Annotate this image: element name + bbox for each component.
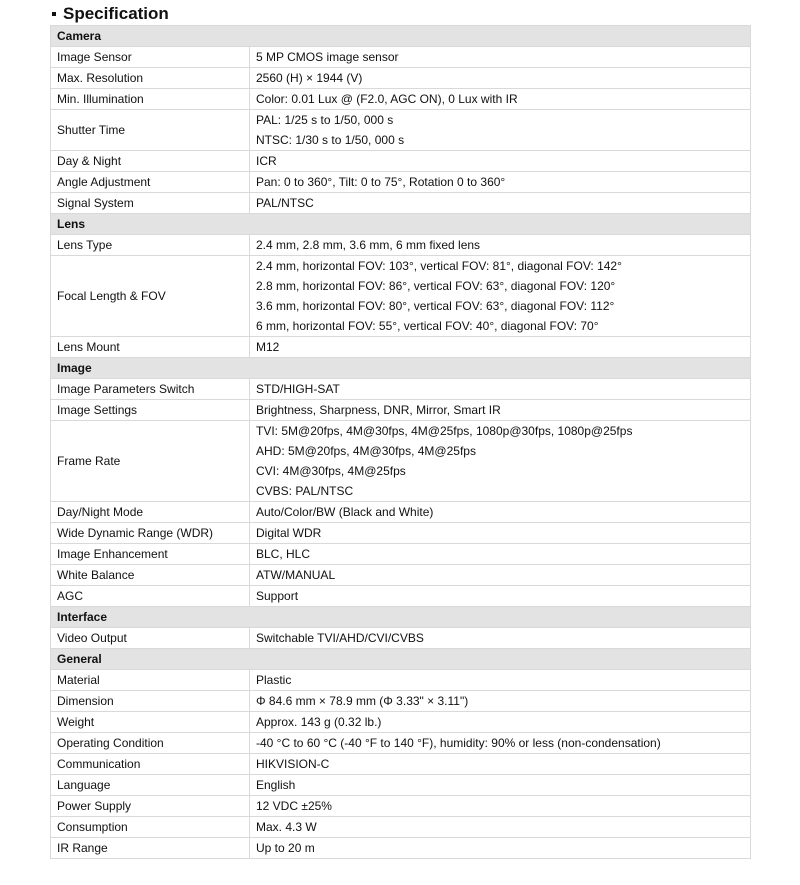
spec-value [250,47,751,68]
spec-value [250,817,751,838]
spec-value-line: Φ 84.6 mm × 78.9 mm (Φ 3.33" × 3.11") [256,694,469,708]
spec-row [51,400,751,421]
spec-label: Frame Rate [51,421,250,502]
spec-value-line: Plastic [256,673,292,687]
spec-label: Communication [51,754,250,775]
spec-value-line: AHD: 5M@20fps, 4M@30fps, 4M@25fps [256,444,476,458]
section-title: Camera [51,26,751,47]
spec-label: Weight [51,712,250,733]
spec-value-line: Brightness, Sharpness, DNR, Mirror, Smart IR [256,403,501,417]
specification-table-body [51,26,751,859]
spec-label: Material [51,670,250,691]
spec-value-line: 2.4 mm, horizontal FOV: 103°, vertical FOV: 81°, diagonal FOV: 142° [256,259,622,273]
spec-label: Dimension [51,691,250,712]
spec-value-line: Approx. 143 g (0.32 lb.) [256,715,382,729]
spec-value [250,733,751,754]
spec-value [250,172,751,193]
spec-value [250,628,751,649]
spec-value-line: 3.6 mm, horizontal FOV: 80°, vertical FOV: 63°, diagonal FOV: 112° [256,299,615,313]
spec-value-line: 2560 (H) × 1944 (V) [256,71,363,85]
spec-row [51,151,751,172]
spec-value-line: PAL: 1/25 s to 1/50, 000 s [256,113,394,127]
spec-value-line: STD/HIGH-SAT [256,382,340,396]
spec-value [250,670,751,691]
spec-label: Max. Resolution [51,68,250,89]
spec-value [250,110,751,151]
spec-row [51,586,751,607]
spec-label: Day & Night [51,151,250,172]
spec-row [51,712,751,733]
spec-row [51,502,751,523]
spec-value-line: NTSC: 1/30 s to 1/50, 000 s [256,133,405,147]
spec-value-line: Digital WDR [256,526,322,540]
specification-table [50,25,751,859]
section-title: Image [51,358,751,379]
spec-value [250,151,751,172]
spec-label: AGC [51,586,250,607]
page-title [52,3,169,25]
spec-value [250,379,751,400]
spec-label: Video Output [51,628,250,649]
spec-row [51,235,751,256]
spec-value [250,68,751,89]
spec-value [250,712,751,733]
section-title: General [51,649,751,670]
spec-value [250,544,751,565]
spec-value-line: HIKVISION-C [256,757,330,771]
spec-label: Signal System [51,193,250,214]
spec-row [51,68,751,89]
spec-label: Power Supply [51,796,250,817]
spec-row [51,817,751,838]
spec-label: Min. Illumination [51,89,250,110]
spec-value-line: Max. 4.3 W [256,820,317,834]
spec-value-line: ATW/MANUAL [256,568,336,582]
spec-row [51,337,751,358]
spec-label: Image Parameters Switch [51,379,250,400]
section-title: Lens [51,214,751,235]
section-header-image [51,358,751,379]
spec-value [250,89,751,110]
spec-value-line: BLC, HLC [256,547,311,561]
section-header-general [51,649,751,670]
spec-value-line: 2.8 mm, horizontal FOV: 86°, vertical FOV: 63°, diagonal FOV: 120° [256,279,616,293]
spec-value [250,256,751,337]
spec-value-line: -40 °C to 60 °C (-40 °F to 140 °F), humidity: 90% or less (non-condensation) [256,736,661,750]
spec-value [250,754,751,775]
spec-row [51,796,751,817]
spec-value [250,421,751,502]
spec-value [250,400,751,421]
spec-value [250,193,751,214]
spec-value-line: M12 [256,340,280,354]
spec-label: White Balance [51,565,250,586]
spec-row [51,89,751,110]
spec-value-line: ICR [256,154,277,168]
spec-row [51,565,751,586]
spec-value-line: 6 mm, horizontal FOV: 55°, vertical FOV: 40°, diagonal FOV: 70° [256,319,599,333]
spec-row [51,110,751,151]
spec-label: Wide Dynamic Range (WDR) [51,523,250,544]
spec-label: Language [51,775,250,796]
spec-value-line: 12 VDC ±25% [256,799,332,813]
spec-label: Image Sensor [51,47,250,68]
spec-label: Image Settings [51,400,250,421]
spec-value [250,796,751,817]
spec-row [51,421,751,502]
spec-row [51,838,751,859]
spec-row [51,523,751,544]
spec-value-line: 5 MP CMOS image sensor [256,50,399,64]
spec-label: Consumption [51,817,250,838]
spec-value-line: Color: 0.01 Lux @ (F2.0, AGC ON), 0 Lux with IR [256,92,518,106]
section-header-interface [51,607,751,628]
spec-value-line: Pan: 0 to 360°, Tilt: 0 to 75°, Rotation 0 to 360° [256,175,506,189]
spec-row [51,172,751,193]
spec-value [250,523,751,544]
section-header-lens [51,214,751,235]
spec-value [250,691,751,712]
spec-value-line: English [256,778,296,792]
spec-value-line: Up to 20 m [256,841,315,855]
spec-value [250,502,751,523]
spec-row [51,670,751,691]
page-title-text: Specification [63,4,169,23]
spec-row [51,754,751,775]
spec-value-line: Support [256,589,299,603]
spec-value-line: CVBS: PAL/NTSC [256,484,354,498]
spec-row [51,733,751,754]
spec-row [51,256,751,337]
spec-value-line: CVI: 4M@30fps, 4M@25fps [256,464,406,478]
spec-label: Image Enhancement [51,544,250,565]
spec-label: Operating Condition [51,733,250,754]
spec-label: Angle Adjustment [51,172,250,193]
spec-value-line: 2.4 mm, 2.8 mm, 3.6 mm, 6 mm fixed lens [256,238,481,252]
spec-value [250,337,751,358]
spec-row [51,47,751,68]
bullet-marker [52,12,56,16]
spec-label: Day/Night Mode [51,502,250,523]
spec-value [250,838,751,859]
spec-value-line: Auto/Color/BW (Black and White) [256,505,434,519]
spec-row [51,544,751,565]
spec-value-line: TVI: 5M@20fps, 4M@30fps, 4M@25fps, 1080p@30fps, 1080p@25fps [256,424,633,438]
spec-label: Focal Length & FOV [51,256,250,337]
spec-label: Lens Type [51,235,250,256]
spec-row [51,691,751,712]
spec-label: IR Range [51,838,250,859]
spec-value [250,235,751,256]
section-header-camera [51,26,751,47]
spec-value [250,586,751,607]
spec-value [250,775,751,796]
spec-row [51,628,751,649]
spec-label: Shutter Time [51,110,250,151]
spec-row [51,775,751,796]
spec-label: Lens Mount [51,337,250,358]
spec-row [51,193,751,214]
spec-value-line: Switchable TVI/AHD/CVI/CVBS [256,631,424,645]
spec-row [51,379,751,400]
spec-value [250,565,751,586]
spec-value-line: PAL/NTSC [256,196,314,210]
section-title: Interface [51,607,751,628]
